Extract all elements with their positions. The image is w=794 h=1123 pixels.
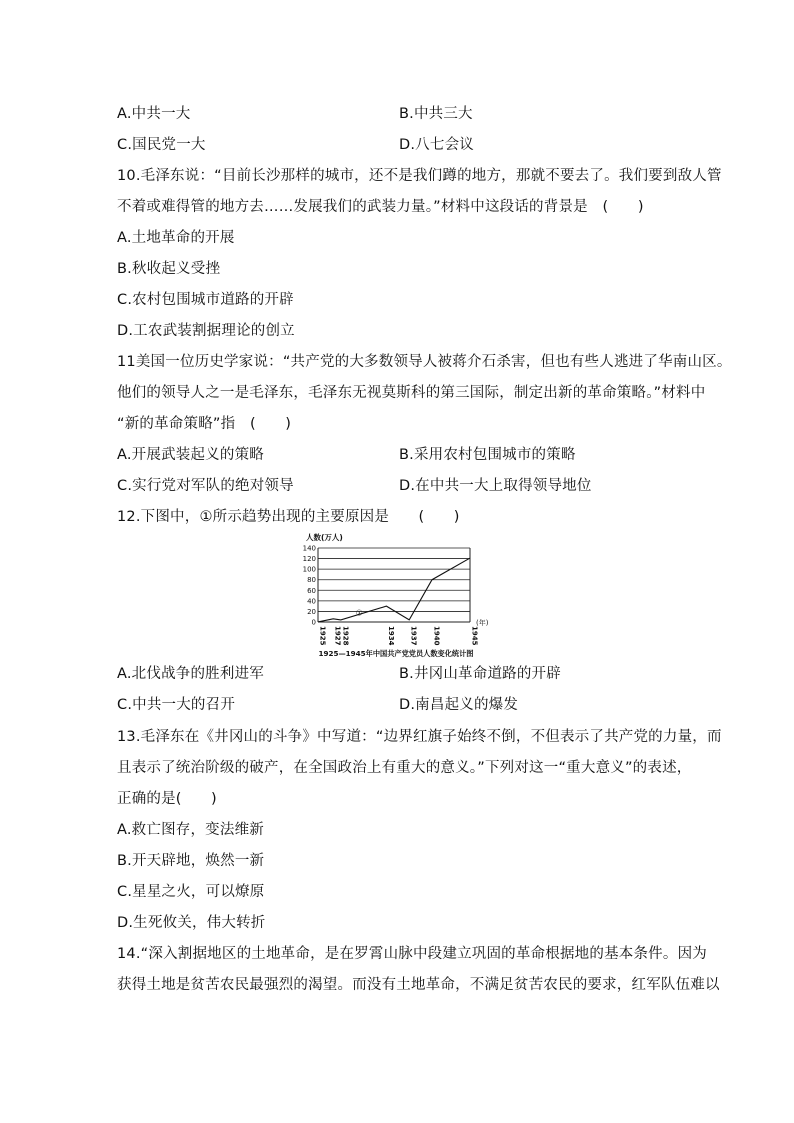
q11-stem-line3: “新的革命策略”指 ( ) <box>117 416 292 432</box>
chart-title: 1925—1945年中国共产党党员人数变化统计图 <box>318 649 474 658</box>
q11-stem-line2: 他们的领导人之一是毛泽东，毛泽东无视莫斯科的第三国际，制定出新的革命策略。”材料中 <box>117 385 706 401</box>
x-tick-label-1945: 1945 <box>470 626 479 646</box>
q13-option-d: D.生死攸关，伟大转折 <box>117 915 266 931</box>
q13-option-a: A.救亡图存，变法维新 <box>117 822 264 838</box>
q11-option-b: B.采用农村包围城市的策略 <box>399 447 576 463</box>
q12-stem: 12.下图中，①所示趋势出现的主要原因是 ( ) <box>117 509 460 525</box>
q11-stem-line1: 11美国一位历史学家说：“共产党的大多数领导人被蒋介石杀害，但也有些人逃进了华南山区。 <box>117 354 732 370</box>
q10-stem-line2: 不着或难得管的地方去……发展我们的武装力量。”材料中这段话的背景是 ( ) <box>117 199 644 215</box>
x-tick-label-1940: 1940 <box>432 626 441 646</box>
x-tick-label-1934: 1934 <box>386 626 395 646</box>
q13-stem-line1: 13.毛泽东在《井冈山的斗争》中写道：“边界红旗子始终不倒，不但表示了共产党的力量，而 <box>117 729 722 745</box>
q10-option-c: C.农村包围城市道路的开辟 <box>117 292 294 308</box>
chart-svg <box>302 530 489 660</box>
x-tick-label-1927: 1927 <box>333 626 342 646</box>
q13-option-b: B.开天辟地，焕然一新 <box>117 853 265 869</box>
y-tick-label-0: 0 <box>311 618 316 627</box>
q12-option-b: B.井冈山革命道路的开辟 <box>399 666 561 682</box>
q11-option-a: A.开展武装起义的策略 <box>117 447 264 463</box>
q9-option-c: C.国民党一大 <box>117 137 206 153</box>
q14-stem-line1: 14.“深入割据地区的土地革命，是在罗霄山脉中段建立巩固的革命根据地的基本条件。因为 <box>117 946 707 962</box>
q12-option-c: C.中共一大的召开 <box>117 697 236 713</box>
y-tick-label-40: 40 <box>307 597 316 606</box>
y-tick-label-60: 60 <box>307 586 316 595</box>
party-membership-chart <box>302 530 489 660</box>
q9-option-d: D.八七会议 <box>399 137 474 153</box>
q11-option-d: D.在中共一大上取得领导地位 <box>399 478 592 494</box>
q9-option-a: A.中共一大 <box>117 106 191 122</box>
x-tick-label-1928: 1928 <box>341 626 350 646</box>
q13-option-c: C.星星之火，可以燎原 <box>117 884 265 900</box>
q13-stem-line3: 正确的是( ) <box>117 791 217 807</box>
q9-option-b: B.中共三大 <box>399 106 473 122</box>
q10-option-a: A.土地革命的开展 <box>117 230 235 246</box>
y-axis-label: 人数(万人) <box>306 533 343 542</box>
q14-stem-line2: 获得土地是贫苦农民最强烈的渴望。而没有土地革命，不满足贫苦农民的要求，红军队伍难以 <box>117 977 720 993</box>
y-tick-label-100: 100 <box>302 565 316 574</box>
y-tick-label-140: 140 <box>302 544 316 553</box>
q10-stem-line1: 10.毛泽东说：“目前长沙那样的城市，还不是我们蹲的地方，那就不要去了。我们要到敌人管 <box>117 168 722 184</box>
y-tick-label-80: 80 <box>307 576 316 585</box>
y-tick-label-20: 20 <box>307 607 316 616</box>
q12-option-d: D.南昌起义的爆发 <box>399 697 519 713</box>
q12-option-a: A.北伐战争的胜利进军 <box>117 666 264 682</box>
y-tick-label-120: 120 <box>302 555 316 564</box>
annotation-marker: ① <box>355 608 363 618</box>
q11-option-c: C.实行党对军队的绝对领导 <box>117 478 294 494</box>
q13-stem-line2: 且表示了统治阶级的破产，在全国政治上有重大的意义。”下列对这一“重大意义”的表述， <box>117 760 692 776</box>
x-tick-label-1925: 1925 <box>318 626 327 646</box>
x-tick-label-1937: 1937 <box>409 626 418 646</box>
q10-option-d: D.工农武装割据理论的创立 <box>117 323 295 339</box>
q10-option-b: B.秋收起义受挫 <box>117 261 221 277</box>
x-axis-unit-label: (年) <box>476 619 489 627</box>
